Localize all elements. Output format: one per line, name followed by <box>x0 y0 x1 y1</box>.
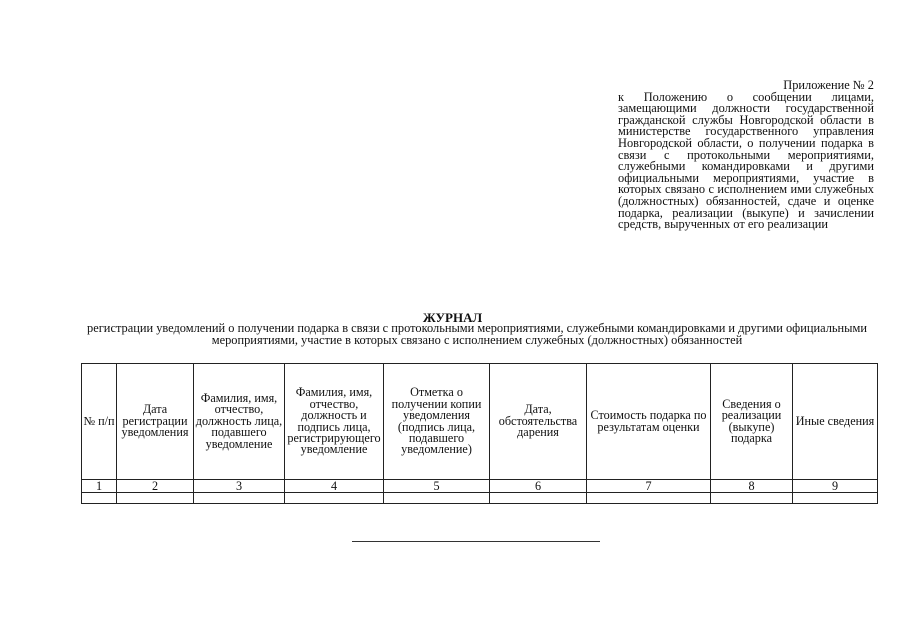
column-header: Стоимость подарка по результатам оценки <box>587 364 711 480</box>
journal-title: ЖУРНАЛ <box>422 310 483 325</box>
column-header: № п/п <box>82 364 117 480</box>
appendix-text: к Положению о сообщении лицами, замещающими должности государственной гражданской службы Новгородской области в министерстве государственного управления Новгородской области, о получении подарка в связи с протокольными мероприятиями, служебными командировками и другими официальными мероприятиями, участие в которых связано с исполнением ими служебных (должностных) обязанностей, сдаче и оценке подарка, реализации (выкупе) и зачислении средств, вырученных от его реализации <box>618 89 874 232</box>
table-number-row <box>82 480 878 493</box>
table-cell <box>194 493 285 504</box>
table-cell <box>587 493 711 504</box>
table-cell <box>711 493 793 504</box>
table-cell <box>117 493 194 504</box>
table-cell <box>285 493 384 504</box>
table-cell <box>793 493 878 504</box>
table-cell <box>82 493 117 504</box>
column-header: Дата, обстоятельства дарения <box>490 364 587 480</box>
journal-table <box>81 363 878 504</box>
column-header: Фамилия, имя, отчество, должность и подпись лица, регистрирующего уведомление <box>285 364 384 480</box>
footer-divider <box>352 541 600 542</box>
column-number: 4 <box>285 480 384 493</box>
column-number: 7 <box>587 480 711 493</box>
appendix-block <box>618 80 874 231</box>
table-cell <box>384 493 490 504</box>
column-header: Дата регистрации уведомления <box>117 364 194 480</box>
column-number: 6 <box>490 480 587 493</box>
column-number: 1 <box>82 480 117 493</box>
column-number: 8 <box>711 480 793 493</box>
table-empty-row <box>82 493 878 504</box>
column-header: Сведения о реализации (выкупе) подарка <box>711 364 793 480</box>
column-number: 9 <box>793 480 878 493</box>
journal-subtitle: регистрации уведомлений о получении подарка в связи с протокольными мероприятиями, служебными командировками и другими официальными мероприятиями, участие в которых связано с исполнением служебных (должностных) обязанностей <box>87 321 867 347</box>
column-header: Иные сведения <box>793 364 878 480</box>
appendix-title: Приложение № 2 <box>783 78 874 92</box>
column-number: 3 <box>194 480 285 493</box>
table-cell <box>490 493 587 504</box>
table-header-row <box>82 364 878 480</box>
column-number: 5 <box>384 480 490 493</box>
column-header: Отметка о получении копии уведомления (подпись лица, подавшего уведомление) <box>384 364 490 480</box>
column-header: Фамилия, имя, отчество, должность лица, подавшего уведомление <box>194 364 285 480</box>
column-number: 2 <box>117 480 194 493</box>
